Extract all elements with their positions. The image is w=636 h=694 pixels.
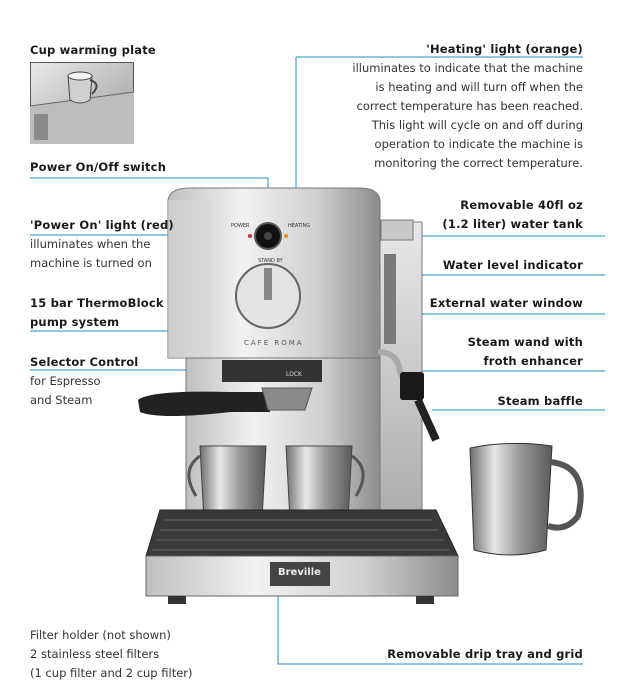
steam-wand-callout xyxy=(468,333,583,371)
power-switch-label: Power On/Off switch xyxy=(30,160,167,174)
heating-desc-5: operation to indicate the machine is xyxy=(374,137,583,151)
selector-desc-1: for Espresso xyxy=(30,374,101,388)
brand-logo: Breville xyxy=(278,567,321,578)
filter-desc-2: (1 cup filter and 2 cup filter) xyxy=(30,666,193,680)
power-light-title: 'Power On' light (red) xyxy=(30,218,174,232)
heating-desc-2: is heating and will turn off when the xyxy=(375,80,583,94)
selector-callout xyxy=(30,353,138,410)
lock-label: LOCK xyxy=(286,371,302,378)
standby-label: STAND BY xyxy=(258,258,283,264)
pump-system-line-1: 15 bar ThermoBlock xyxy=(30,296,164,310)
power-light-callout xyxy=(30,216,174,273)
heating-desc-3: correct temperature has been reached. xyxy=(356,99,583,113)
heating-light-callout xyxy=(352,40,583,173)
heating-desc-6: monitoring the correct temperature. xyxy=(374,156,583,170)
power-light-desc-2: machine is turned on xyxy=(30,256,152,270)
water-level-label: Water level indicator xyxy=(442,258,583,272)
heating-title: 'Heating' light (orange) xyxy=(426,42,583,56)
drip-tray-label: Removable drip tray and grid xyxy=(387,647,583,661)
pump-system-line-2: pump system xyxy=(30,315,120,329)
water-tank-line-2: (1.2 liter) water tank xyxy=(442,217,583,231)
brand-panel-label: CAFE ROMA xyxy=(244,339,304,347)
cup-warming-plate-label: Cup warming plate xyxy=(30,43,156,57)
heating-desc-4: This light will cycle on and off during xyxy=(371,118,583,132)
steam-baffle-label: Steam baffle xyxy=(497,394,583,408)
filter-holder-callout xyxy=(30,626,193,683)
filter-desc-1: 2 stainless steel filters xyxy=(30,647,160,661)
water-window-label: External water window xyxy=(429,296,583,310)
steam-wand-line-2: froth enhancer xyxy=(483,354,583,368)
pump-system-callout xyxy=(30,294,164,332)
filter-title: Filter holder (not shown) xyxy=(30,628,171,642)
power-indicator-label: POWER xyxy=(231,223,250,229)
power-light-desc-1: illuminates when the xyxy=(30,237,151,251)
water-tank-line-1: Removable 40fl oz xyxy=(460,198,583,212)
selector-desc-2: and Steam xyxy=(30,393,93,407)
heating-indicator-label: HEATING xyxy=(288,223,311,229)
heating-desc-1: illuminates to indicate that the machine xyxy=(352,61,583,75)
steam-wand-line-1: Steam wand with xyxy=(467,335,583,349)
selector-title: Selector Control xyxy=(30,355,139,369)
water-tank-callout xyxy=(442,196,583,234)
